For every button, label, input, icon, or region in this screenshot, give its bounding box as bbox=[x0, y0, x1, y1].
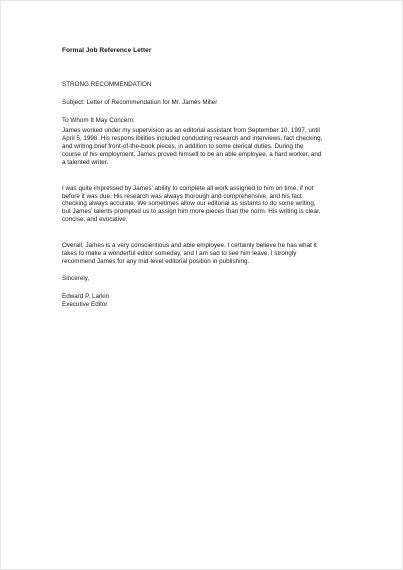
letter-subject: Subject: Letter of Recommendation for Mr. James Miller bbox=[62, 98, 218, 106]
paragraph-2-line: but James' talents prompted us to assign him more pieces than the norm. His writing is clear, bbox=[62, 208, 321, 216]
letter-heading: STRONG RECOMMENDATION bbox=[62, 80, 152, 88]
letter-body bbox=[62, 47, 362, 309]
letter-closing: Sincerely, bbox=[62, 275, 90, 283]
paragraph-1-line: course of his employment, James proved himself to be an able employee, a hard worker, and bbox=[62, 150, 322, 158]
paragraph-3-line: Overall, James is a very conscientious and able employee. I certainly believe he has what it bbox=[62, 242, 317, 250]
paragraph-2-line: checking always accurate. We sometimes allow our editorial as sistants to do some writing, bbox=[62, 200, 316, 208]
letter-salutation: To Whom It May Concern: bbox=[62, 116, 135, 124]
paragraph-2-line: I was quite impressed by James' ability to complete all work assigned to him on time, if not bbox=[62, 184, 314, 192]
paragraph-2-line: concise, and evocative. bbox=[62, 216, 128, 224]
letter-title: Formal Job Reference Letter bbox=[62, 47, 152, 54]
paragraph-1-line: a talented writer. bbox=[62, 158, 109, 166]
signer-name: Edward P. Larkin bbox=[62, 293, 110, 301]
paragraph-1-line: April 5, 1998. His respons ibilities included conducting research and interviews, fact checking, bbox=[62, 134, 323, 142]
paragraph-3 bbox=[62, 242, 362, 266]
paragraph-1-line: James worked under my supervision as an editorial assistant from September 10, 1997, until bbox=[62, 126, 320, 134]
paragraph-2-line: before it was due. His research was always thorough and comprehensive, and his fact bbox=[62, 192, 302, 200]
paragraph-1-line: and writing brief front-of-the-book pieces, in addition to some clerical duties. During the bbox=[62, 142, 304, 150]
paragraph-2 bbox=[62, 185, 362, 225]
paragraph-3-line: recommend James for any mid-level editorial position in publishing. bbox=[62, 258, 250, 266]
signer-title: Executive Editor bbox=[62, 301, 108, 309]
paragraph-1 bbox=[62, 127, 362, 167]
paragraph-3-line: takes to make a wonderful editor someday, and I am sad to see him leave. I strongly bbox=[62, 250, 297, 258]
